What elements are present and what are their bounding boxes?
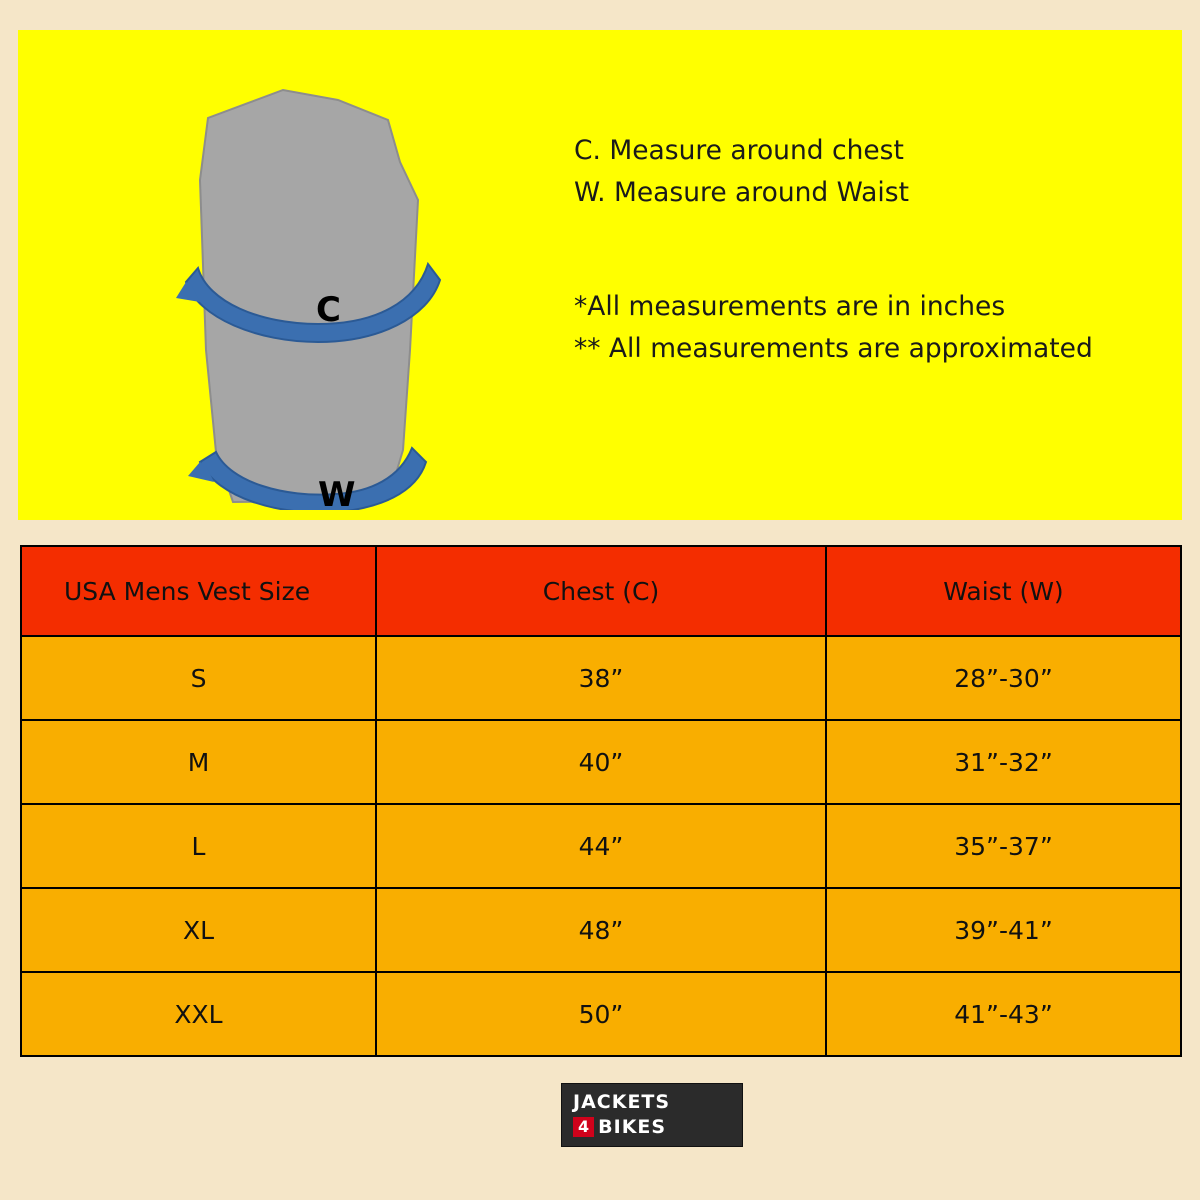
- measurement-notes: [574, 130, 1154, 370]
- brand-logo: [561, 1083, 743, 1147]
- footnote-approx: ** All measurements are approximated: [574, 333, 1093, 364]
- logo-bottom-row: [573, 1116, 666, 1138]
- table-row: [21, 720, 1181, 804]
- cell-size: M: [21, 720, 376, 804]
- notes-spacer: [574, 214, 1154, 286]
- table-row: [21, 636, 1181, 720]
- cell-size: XXL: [21, 972, 376, 1056]
- cell-chest: 44”: [376, 804, 826, 888]
- note-chest: C. Measure around chest: [574, 135, 904, 166]
- table-row: [21, 804, 1181, 888]
- waist-label: W: [318, 475, 357, 515]
- cell-size: XL: [21, 888, 376, 972]
- torso-shape: [200, 90, 418, 502]
- cell-chest: 50”: [376, 972, 826, 1056]
- cell-chest: 38”: [376, 636, 826, 720]
- logo-bottom-text: BIKES: [598, 1116, 667, 1138]
- diagram-panel: [18, 30, 1182, 520]
- cell-waist: 39”-41”: [826, 888, 1181, 972]
- cell-waist: 35”-37”: [826, 804, 1181, 888]
- note-waist: W. Measure around Waist: [574, 177, 909, 208]
- chest-label: C: [316, 290, 342, 330]
- size-chart-table: [20, 545, 1182, 1057]
- cell-chest: 40”: [376, 720, 826, 804]
- table-row: [21, 888, 1181, 972]
- cell-waist: 31”-32”: [826, 720, 1181, 804]
- logo-top-text: JACKETS: [573, 1091, 671, 1113]
- logo-accent-badge: 4: [573, 1117, 594, 1137]
- table-row: [21, 972, 1181, 1056]
- header-chest: Chest (C): [376, 546, 826, 636]
- cell-waist: 28”-30”: [826, 636, 1181, 720]
- cell-waist: 41”-43”: [826, 972, 1181, 1056]
- torso-illustration-svg: [88, 50, 448, 510]
- cell-size: S: [21, 636, 376, 720]
- table-header-row: [21, 546, 1181, 636]
- header-size: USA Mens Vest Size: [21, 546, 376, 636]
- cell-size: L: [21, 804, 376, 888]
- header-waist: Waist (W): [826, 546, 1181, 636]
- cell-chest: 48”: [376, 888, 826, 972]
- torso-figure: [88, 50, 448, 515]
- footnote-inches: *All measurements are in inches: [574, 291, 1006, 322]
